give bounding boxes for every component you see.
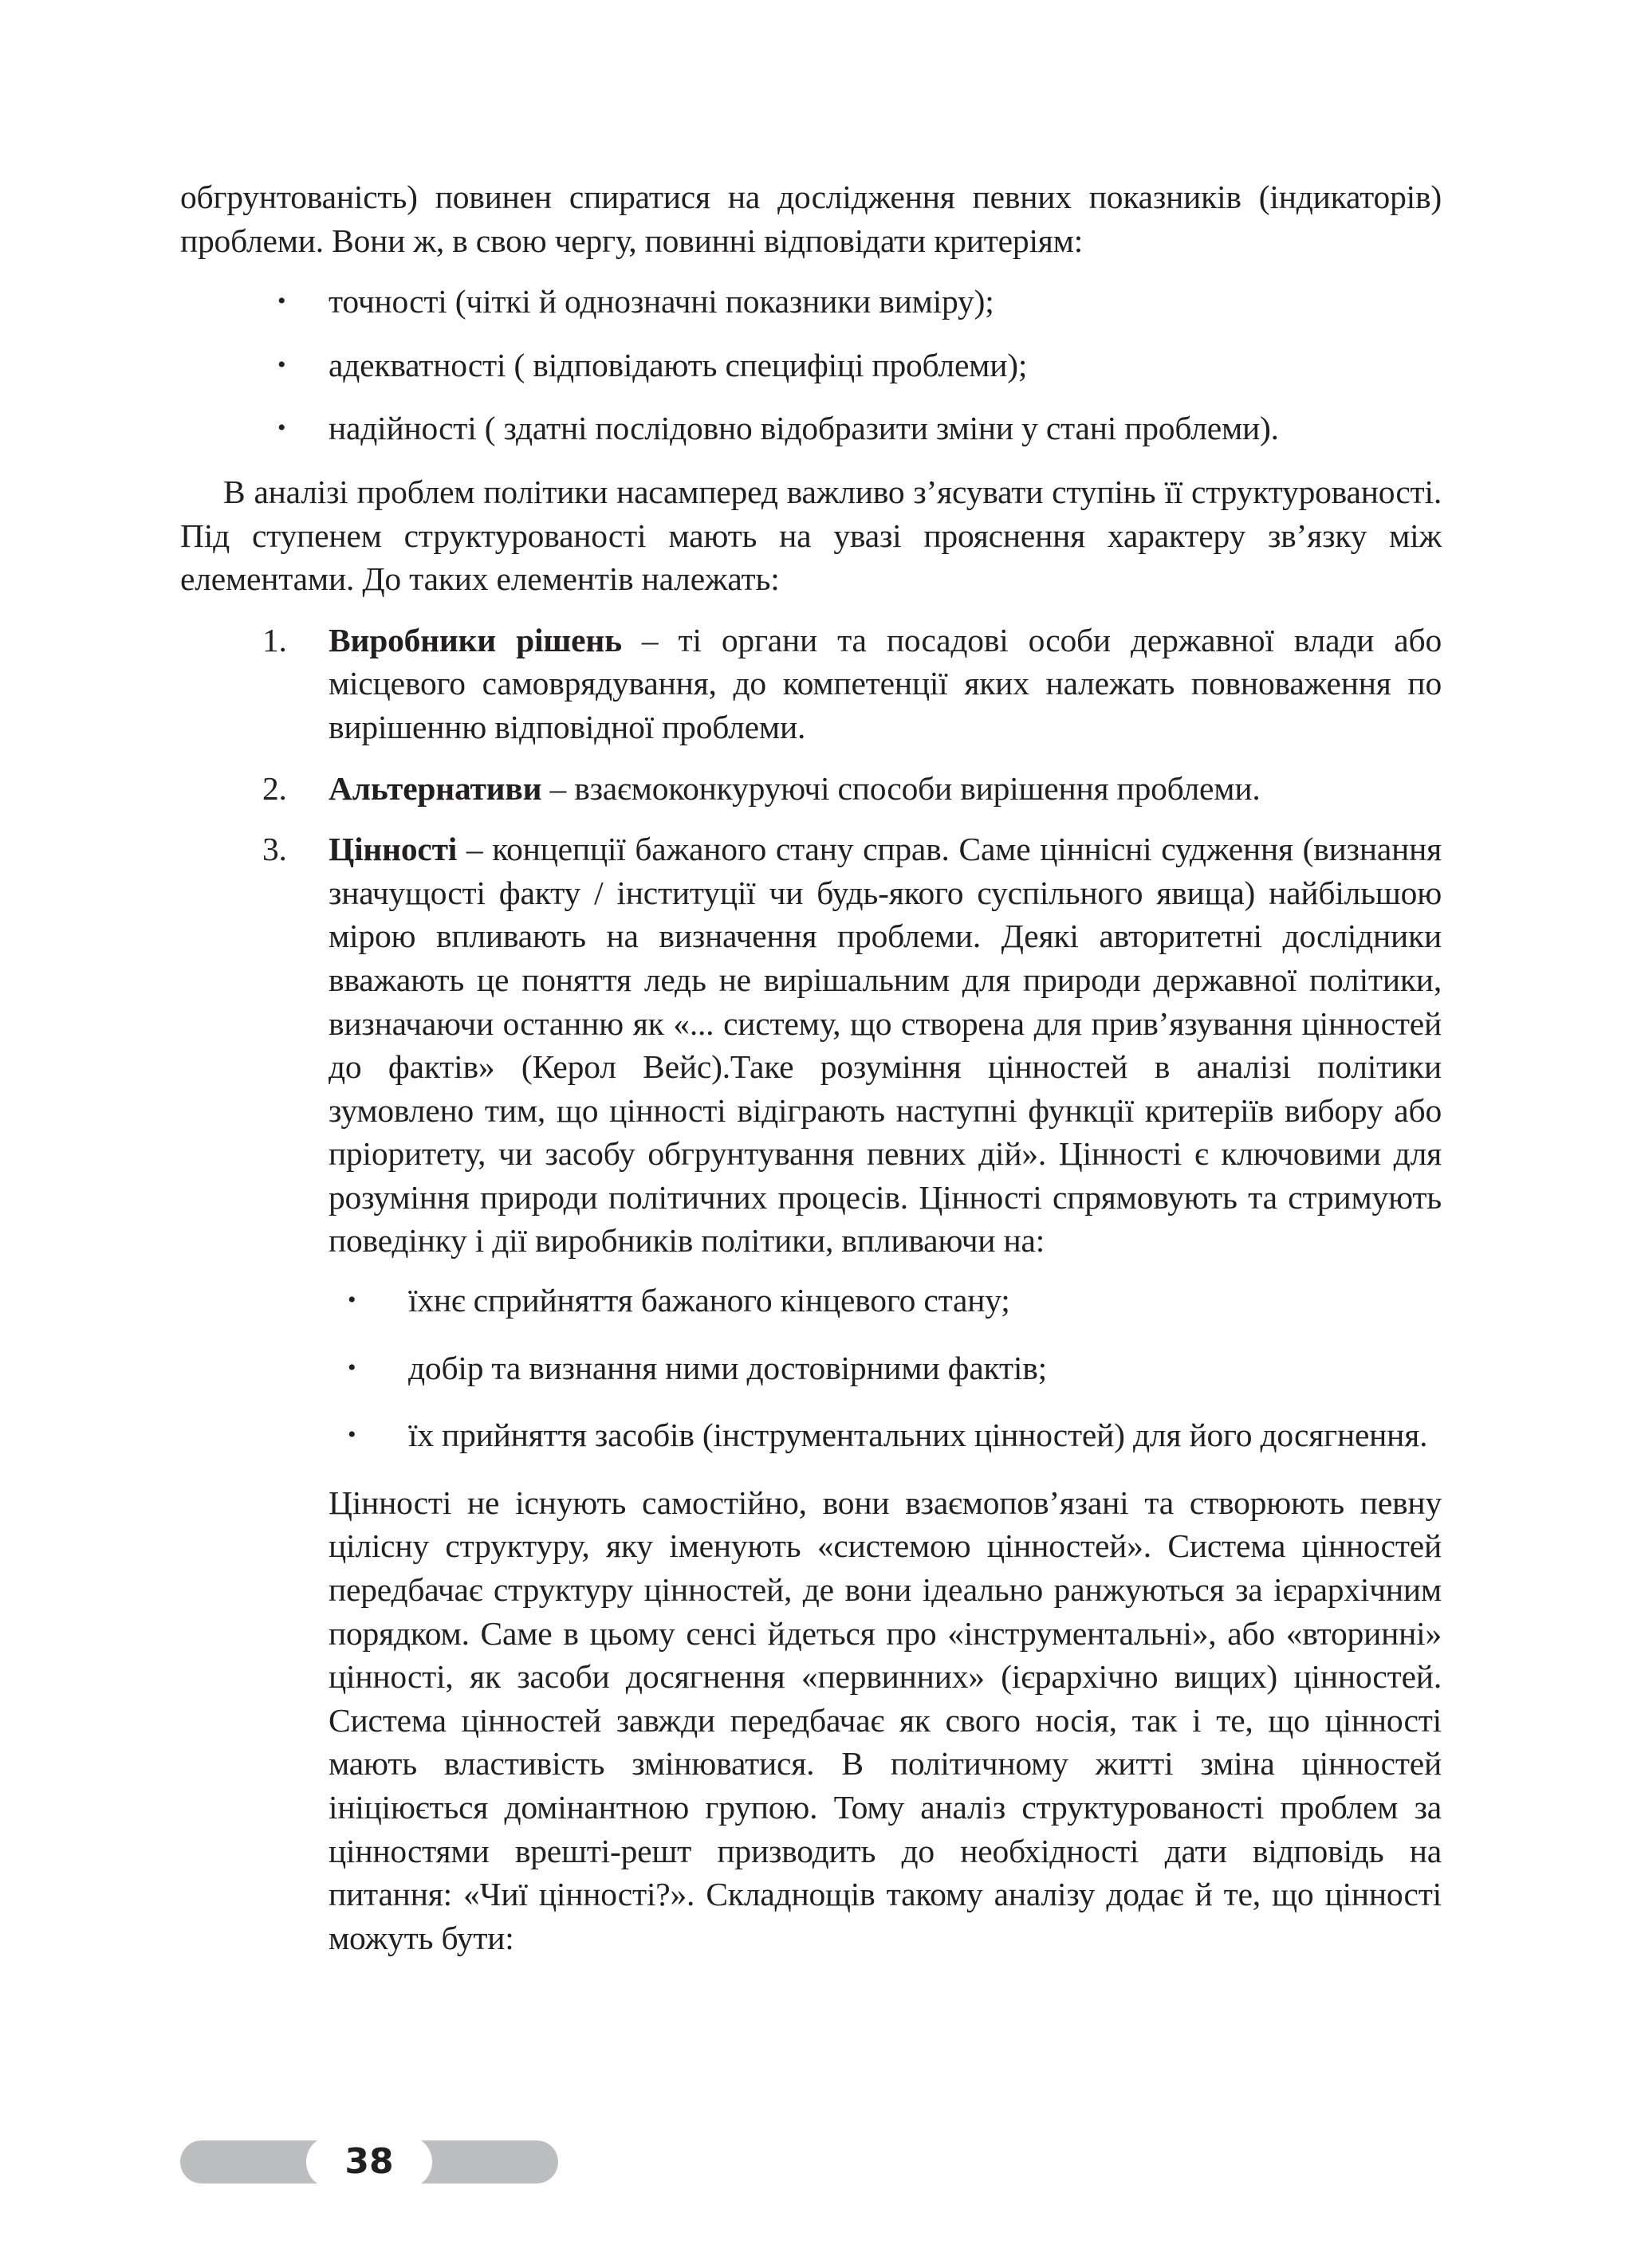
criteria-item-text: надійності ( здатні послідовно відобразити зміни у стані проблеми). bbox=[329, 410, 1279, 447]
element-item bbox=[180, 619, 1442, 749]
values-influence-text: добір та визнання ними достовірними фактів; bbox=[408, 1349, 1047, 1386]
bullet-icon: • bbox=[348, 1421, 356, 1448]
bullet-icon: • bbox=[348, 1354, 356, 1381]
element-item bbox=[180, 827, 1442, 1959]
structure-paragraph: В аналізі проблем політики насамперед важливо з’ясувати ступінь її структурованості. Під ступенем структурованості мають на увазі прояснення характеру зв’язку між елементами. До таких елементів належать: bbox=[180, 473, 1442, 598]
criteria-item-text: точності (чіткі й однозначні показники виміру); bbox=[329, 283, 994, 320]
element-number: 3. bbox=[262, 831, 287, 868]
bullet-icon: • bbox=[277, 351, 286, 378]
bullet-icon: • bbox=[277, 415, 286, 442]
element-term: Альтернативи bbox=[329, 769, 542, 807]
values-influence-item bbox=[329, 1279, 1442, 1323]
criteria-item bbox=[180, 280, 1442, 324]
element-item bbox=[180, 767, 1442, 811]
criteria-item bbox=[180, 407, 1442, 450]
element-number: 1. bbox=[262, 621, 287, 658]
element-number: 2. bbox=[262, 769, 287, 807]
text-column bbox=[180, 175, 1442, 1977]
criteria-item bbox=[180, 344, 1442, 387]
page-number: 38 bbox=[306, 2136, 432, 2188]
criteria-item-text: адекватності ( відповідають специфіці проблеми); bbox=[329, 346, 1028, 383]
values-influence-text: їх прийняття засобів (інструментальних цінностей) для його досягнення. bbox=[408, 1417, 1428, 1454]
element-text: – взаємоконкуруючі способи вирішення проблеми. bbox=[541, 769, 1261, 807]
values-influence-item bbox=[329, 1413, 1442, 1457]
values-influence-list bbox=[329, 1279, 1442, 1457]
element-text: – концепції бажаного стану справ. Саме ціннісні судження (визнання значущості факту / інституції чи будь-якого суспільного явища) найбільшою мірою впливають на визначення проблеми. Деякі авторитетні дослідники вважають це поняття ледь не вирішальним для природи державної політики, визначаючи останню як «... систему, що створена для прив’язування цінностей до фактів» (Керол Вейс).Таке розуміння цінностей в аналізі політики зумовлено тим, що цінності відіграють наступні функції критеріїв вибору або пріоритету, чи засобу обгрунтування певних дій». Цінності є ключовими для розуміння природи політичних процесів. Цінності спрямовують та стримують поведінку і дії виробників політики, впливаючи на: bbox=[329, 831, 1442, 1260]
element-term: Цінності bbox=[329, 831, 458, 868]
bullet-icon: • bbox=[277, 288, 286, 315]
values-system-paragraph: Цінності не існують самостійно, вони взаємопов’язані та створюють певну цілісну структуру, яку іменують «системою цінностей». Система цінностей передбачає структуру цінностей, де вони ідеально ранжуються за ієрархічним порядком. Саме в цьому сенсі йдеться про «інструментальні», або «вторинні» цінності, як засоби досягнення «первинних» (ієрархічно вищих) цінностей. Система цінностей завжди передбачає як свого носія, так і те, що цінності мають властивість змінюватися. В політичному житті зміна цінностей ініціюється домінантною групою. Тому аналіз структурованості проблем за цінностями врешті-решт призводить до необхідності дати відповідь на питання: «Чиї цінності?». Складнощів такому аналізу додає й те, що цінності можуть бути: bbox=[329, 1484, 1442, 1956]
values-influence-item bbox=[329, 1346, 1442, 1390]
bullet-icon: • bbox=[348, 1287, 356, 1314]
element-text: – ті органи та посадові особи державної влади або місцевого самоврядування, до компетенції яких належать повноваження по вирішенню відповідної проблеми. bbox=[329, 621, 1442, 745]
intro-paragraph: обгрунтованість) повинен спиратися на дослідження певних показників (індикаторів) проблеми. Вони ж, в свою чергу, повинні відповідати критеріям: bbox=[180, 179, 1442, 259]
values-influence-text: їхнє сприйняття бажаного кінцевого стану; bbox=[408, 1282, 1010, 1319]
elements-list bbox=[180, 619, 1442, 1960]
element-term: Виробники рішень bbox=[329, 621, 622, 658]
criteria-list bbox=[180, 280, 1442, 450]
